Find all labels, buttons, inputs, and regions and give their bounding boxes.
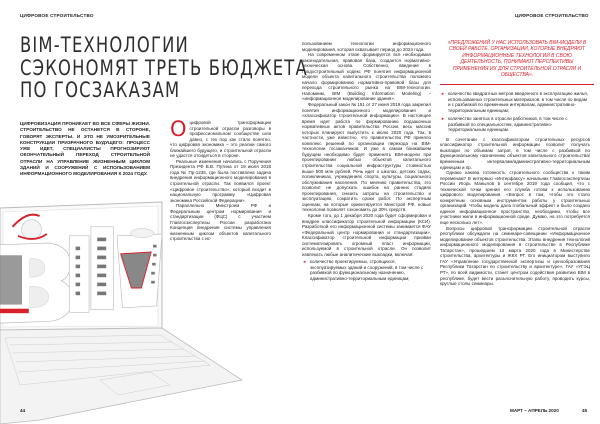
list-item [303, 259, 431, 281]
drop-cap: О [170, 117, 187, 141]
col-b-paragraph-1: В сочетании с классификатором строительных ресурсов классификатор строительной информации позволит получать выкладки по объемам затрат, в том числе с разбивкой по функциональному назначению объектов капитального строительства/временным интервалам/административно-территориальным единицам и пр. [440, 136, 590, 170]
title-line-3: ПО ГОСЗАКАЗАМ [20, 78, 181, 102]
bullet-icon: ► [303, 259, 307, 265]
issue-date: МАРТ – АПРЕЛЬ 2020 [510, 408, 559, 413]
bullet-icon: ► [441, 116, 445, 122]
body-paragraph-3: Параллельно Минстроем РФ и Федеральным центром нормирования и стандартизации (ФЦС) с участием Главгосэкспертизы России разработана Концепция внедрения системы управления жизненным циклом объектов капитального строительства с ис- [170, 203, 271, 242]
list-item [441, 91, 590, 113]
body-paragraph-1 [170, 117, 271, 159]
page-number-right: 45 [582, 408, 588, 413]
article-title [20, 33, 308, 102]
col-b-bullet-list [440, 91, 590, 133]
running-head-right: ЦИФРОВОЕ СТРОИТЕЛЬСТВО [515, 13, 589, 18]
quote-divider [440, 84, 594, 85]
left-body-column [170, 117, 271, 242]
page-number-left: 44 [20, 408, 26, 413]
lead-paragraph: ЦИФРОВИЗАЦИЯ ПРОНИКАЕТ ВО ВСЕ СФЕРЫ ЖИЗНИ. СТРОИТЕЛЬСТВО НЕ ОСТАНЕТСЯ В СТОРОНЕ, ГОВОРЯТ ЭКСПЕРТЫ. И ЭТО НЕ УМОЗРИТЕЛЬНЫЕ КОНСТРУКЦИИ ПРИЗРАЧНОГО БУДУЩЕГО: ПРОЦЕСС УЖЕ ИДЕТ, СПЕЦИАЛИСТЫ ПРОГНОЗИРУЮТ ОКОНЧАТЕЛЬНЫЙ ПЕРЕХОД СТРОИТЕЛЬНОЙ ОТРАСЛИ НА УПРАВЛЕНИЕ ЖИЗНЕННЫМ ЦИКЛОМ ЗДАНИЙ И СООРУЖЕНИЙ С ИСПОЛЬЗОВАНИЕМ ИНФОРМАЦИОННОГО МОДЕЛИРОВАНИЯ К 2024 ГОДУ. [20, 121, 150, 177]
col-b-paragraph-3: Вопросы цифровой трансформации строительной отрасли республики обсуждали на семинаре-совещании «Информационное моделирование объектов строительства. Этапы внедрения технологий информационного моделирования в строительстве в Республике Татарстан», прошедшем 13 марта 2020 года в Министерстве строительства, архитектуры и ЖКХ РТ. Его инициатором выступило ГАУ «Управление государственной экспертизы и ценообразования Республики Татарстан по строительству и архитектуре». ГАУ «УГЭЦ РТ», по всей видимости, станет центром содействия развитию BIM в республике, будет вести разъяснительную работу, проводить курсы, круглые столы семинары. [440, 225, 590, 287]
col-a-paragraph-2: На современном этапе формируется вся необходимая законодательная, правовая база, создается нормативно-техническая основа. Собственно, введение в Градостроительный кодекс РФ понятия информационной модели объекта капитального строительства положило начало формированию нормативно-правовой базы для перехода строительного рынка на BIM-технологии. Напомним, BIM (Building Information Modeling) – «информационное моделирование здания». [302, 52, 431, 102]
body-paragraph-2: Реальные изменения начались с Поручения Президента РФ В.В. Путина от 19 июля 2018 года № Пр-1235, где была поставлена задача внедрения информационного моделирования в строительной отрасли. Так появился проект «Цифровое строительство», который входит в национальную программу «Цифровая экономика Российской Федерации». [170, 158, 271, 203]
col-a-paragraph-1: пользованием технологии информационного моделирования, которая охватывает период до 2024 года. [302, 41, 431, 52]
col-a-bullet-list [302, 259, 431, 281]
running-head-left: ЦИФРОВОЕ СТРОИТЕЛЬСТВО [20, 13, 94, 18]
list-item-text: количество проектируемых, строящихся, эксплуатируемых зданий и сооружений, в том числе с разбивкой по функциональному назначению, административно-территориальным единицам; [310, 259, 424, 281]
list-item [441, 116, 590, 133]
col-b-paragraph-2: Однако какова готовность строительного сообщества к таким переменам? В интервью «Интерфаксу» начальник Главгосэкспертизы России Игорь Манылов в сентябре 2019 года сообщил, что с технической точки зрения его служба готова к использованию цифрового моделирования. «Вопрос в том, чтобы это стало конкретным основным инструментом работы у строительных организаций. Чтобы модель дала глобальный эффект и было создано единое информационное пространство, необходимо, чтобы все участники жили в информационной среде. Думаю, на это потребуется еще несколько лет». [440, 170, 590, 226]
col-a-paragraph-3: Федеральный закон № 151 от 27 июня 2019 года закрепил понятия информационного моделирования и «классификатор строительной информации». В настоящее время идет работа по формированию подзаконных нормативных актов правительства России, весь массив которых планируют выпустить к июлю 2020 года. Так, в частности, уже известно, что правительство РФ приняло комплекс решений по организации перехода на BIM-технологии госзаказчиков. И уже в самом ближайшем будущем необходимо будет применять BIM-модели при проектировании любых объектов капитального строительства социальной инфраструктуры стоимостью выше 500 млн рублей. Речь идет о школах, детских садах, поликлиниках, учреждениях спорта, культуры, социального обслуживания населения. По мнению правительства, это позволит не допускать ошибок на ранних стадиях проектирования, снизить затраты на строительство и эксплуатацию, сократить сроки работ. По экспертным оценкам, на которые ориентируется Минстрой РФ, новые технологии позволят сэкономить до 30% средств. [302, 102, 431, 213]
title-line-2: СЭКОНОМЯТ ТРЕТЬ БЮДЖЕТА [20, 55, 308, 80]
body-paragraph-1-text: цифровой трансформации строительной отрасли разговоры в профессиональном сообществе шли давно, с тех пор как стало понятно, что цифровая экономика – это реалии самого ближайшего будущего, и строительной отрасли не удастся отсидеться в стороне. [170, 120, 271, 159]
right-column-a [302, 41, 431, 286]
letter-m-building [117, 229, 162, 308]
col-a-paragraph-4: Кроме того, до 1 декабря 2020 года будет сформирован и внедрен классификатор строительной информации (КСИ). Разработкой его информационной системы занимается ФАУ «Федеральный центр нормирования и стандартизации». Классификатор строительной информации призван систематизировать огромный пласт информации, используемой в строительной отрасли. Он позволит извлекать любые аналитические выкладки, включая: [302, 212, 431, 257]
pull-quote: «ПРЕДЛОЖЕНИЙ У НАС ИСПОЛЬЗОВАТЬ BIM-МОДЕЛИ В СВОЕЙ РАБОТЕ. ОРГАНИЗАЦИИ, КОТОРЫЕ ВНЕДРЯЮТ ИНФОРМАЦИОННЫЕ ТЕХНОЛОГИИ В СВОЮ ДЕЯТЕЛЬНОСТЬ, ПОНИМАЮТ ПЕРСПЕКТИВЫ ПРИМЕНЕНИЯ ИХ ДЛЯ СТРОИТЕЛЬНОЙ ОТРАСЛИ И ОБЩЕСТВА». [447, 40, 587, 79]
bullet-icon: ► [441, 91, 445, 96]
letter-i-towers [69, 227, 113, 312]
right-column-b [440, 91, 590, 287]
laptop-base [0, 328, 242, 424]
list-item-text: количество квадратных метров введенного в эксплуатацию жилья, использованных строительных материалов, в том числе по видам и с разбивкой по временным интервалам, административно-территориальным единицам; [448, 91, 588, 113]
title-line-1: BIM-ТЕХНОЛОГИИ [20, 33, 189, 57]
list-item-text: количество занятых в отрасли работников, в том числе с разбивкой по специальностям, административно-территориальным единицам. [448, 116, 568, 133]
